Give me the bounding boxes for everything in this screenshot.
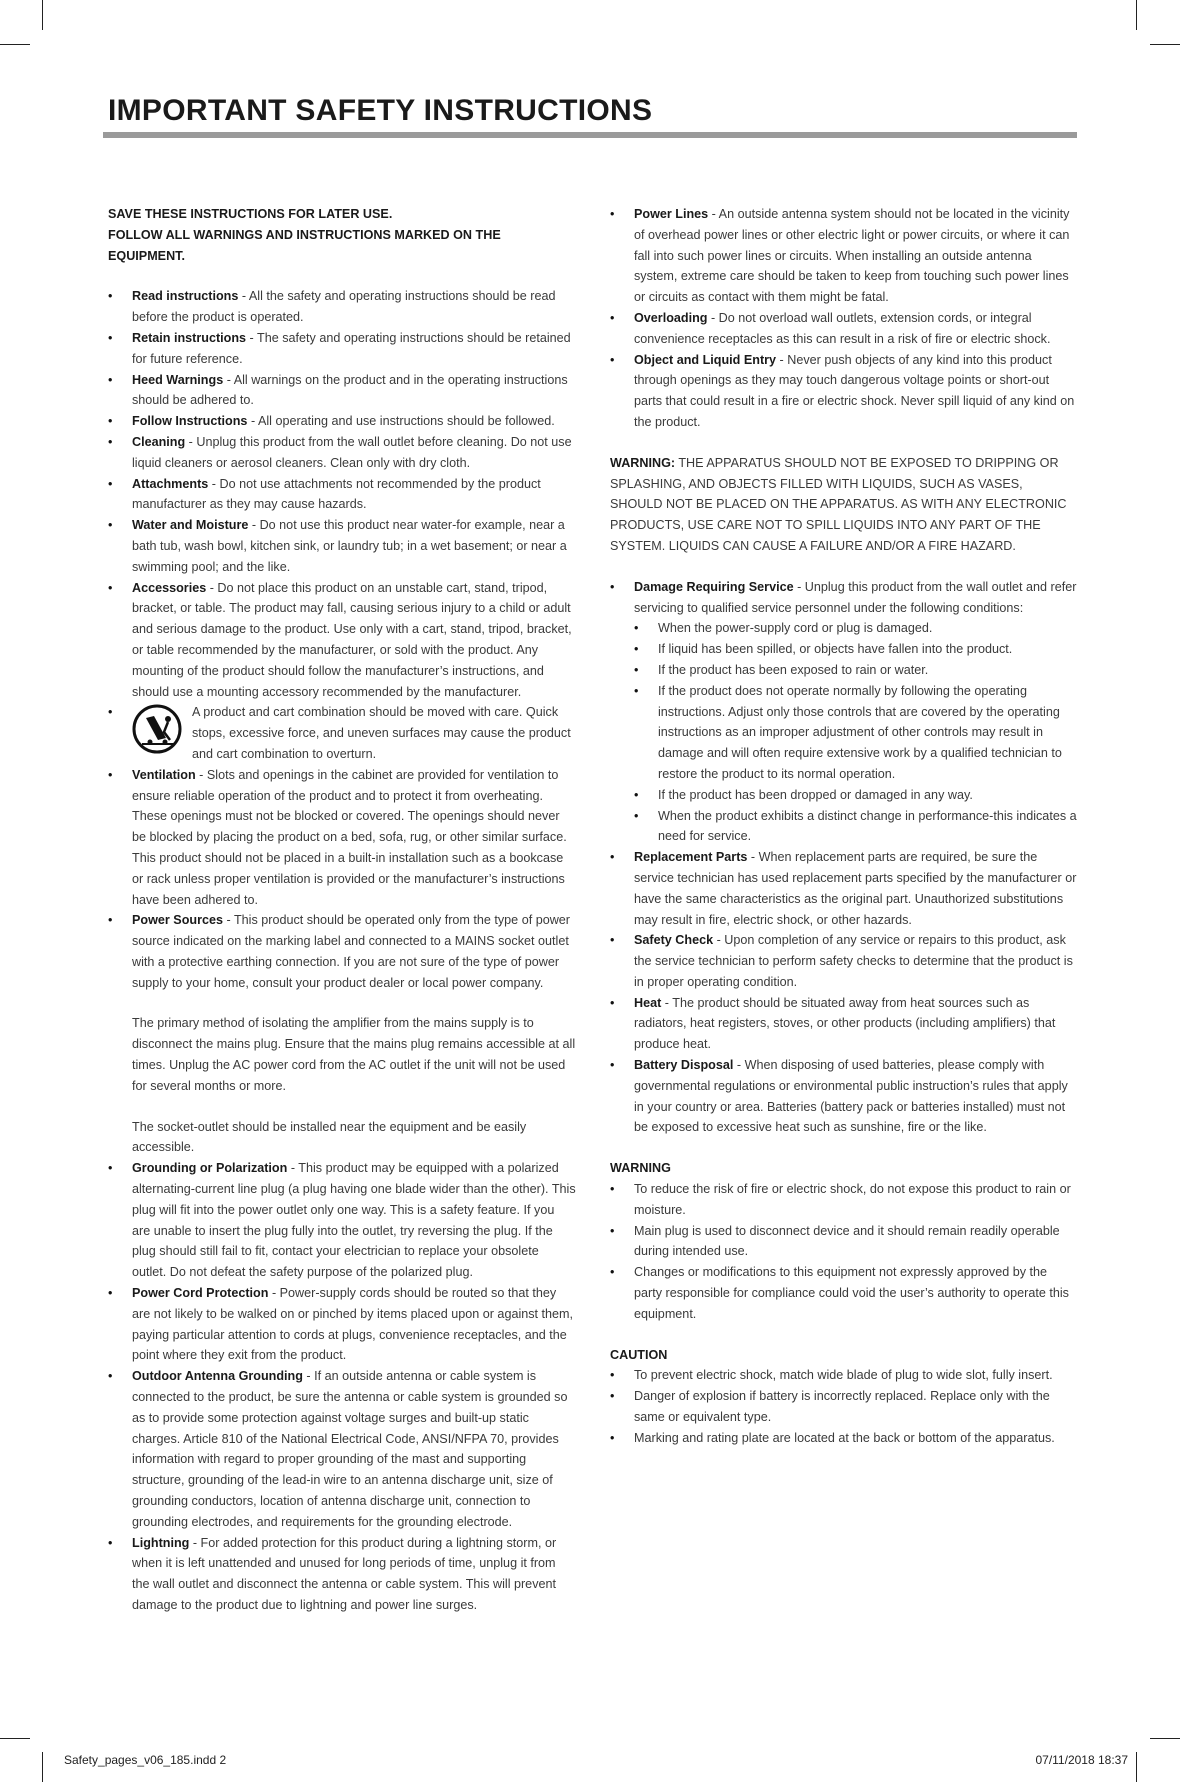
- item-label: Attachments: [132, 476, 209, 491]
- caution-heading: CAUTION: [610, 1347, 668, 1362]
- item-label: Battery Disposal: [634, 1058, 734, 1073]
- list-item: • Changes or modifications to this equipment not expressly approved by the party responsible for compliance could void the user’s authority to operate this equipment.: [610, 1262, 1078, 1324]
- item-label: Outdoor Antenna Grounding: [132, 1369, 303, 1384]
- list-item: • To reduce the risk of fire or electric shock, do not expose this product to rain or moisture.: [610, 1179, 1078, 1221]
- list-item: • Marking and rating plate are located at the back or bottom of the apparatus.: [610, 1428, 1078, 1449]
- item-text: - Unplug this product from the wall outlet before cleaning. Do not use liquid cleaners or aerosol cleaners. Clean only with dry cloth.: [132, 434, 572, 470]
- list-item: [108, 411, 576, 432]
- item-label: Cleaning: [132, 434, 186, 449]
- title-rule: [103, 132, 1077, 138]
- item-label: Heed Warnings: [132, 372, 224, 387]
- intro-line: SAVE THESE INSTRUCTIONS FOR LATER USE.: [108, 207, 393, 221]
- item-text: - All operating and use instructions should be followed.: [247, 414, 555, 429]
- list-item: [108, 370, 576, 412]
- right-column: [610, 204, 1078, 1449]
- list-item: [610, 577, 1078, 847]
- crop-mark: [1136, 1752, 1137, 1782]
- liquid-warning: [610, 453, 1078, 557]
- item-text: - Slots and openings in the cabinet are provided for ventilation to ensure reliable operation of the product and to protect it from overheating. These openings must not be blocked or covered. The openings should never be blocked by placing the product on a bed, sofa, rug, or other similar surface. This product should not be placed in a built-in installation such as a bookcase or rack unless proper ventilation is provided or the manufacturer’s instructions have been adhered to.: [132, 767, 567, 907]
- item-text: - Power-supply cords should be routed so that they are not likely to be walked on or pinched by items placed upon or against them, paying particular attention to cords at plugs, convenience receptacles, and the point where they exit from the product.: [132, 1286, 574, 1363]
- crop-mark: [42, 0, 43, 30]
- footer-timestamp: 07/11/2018 18:37: [1035, 1753, 1128, 1767]
- item-paragraph: The socket-outlet should be installed near the equipment and be easily accessible.: [132, 1119, 527, 1155]
- condition-item: • If liquid has been spilled, or objects have fallen into the product.: [634, 639, 1078, 660]
- list-item: • Danger of explosion if battery is incorrectly replaced. Replace only with the same or equivalent type.: [610, 1386, 1078, 1428]
- warning-heading: WARNING: [610, 1161, 671, 1176]
- list-item: [108, 765, 576, 911]
- item-text: - All the safety and operating instructions should be read before the product is operated.: [132, 289, 556, 325]
- condition-item: • If the product has been exposed to rain or water.: [634, 660, 1078, 681]
- list-item: [108, 578, 576, 703]
- cart-warning-text: • A product and cart combination should be moved with care. Quick stops, excessive force, and uneven surfaces may cause the product and cart combination to overturn.: [192, 705, 571, 761]
- item-text: - Upon completion of any service or repairs to this product, ask the service technician to perform safety checks to determine that the product is in proper operating condition.: [634, 933, 1073, 989]
- intro-line: FOLLOW ALL WARNINGS AND INSTRUCTIONS MARKED ON THE EQUIPMENT.: [108, 227, 501, 263]
- list-item: • Main plug is used to disconnect device and it should remain readily operable during intended use.: [610, 1221, 1078, 1263]
- list-item: [108, 910, 576, 1158]
- item-label: Retain instructions: [132, 330, 247, 345]
- item-text: - The product should be situated away from heat sources such as radiators, heat registers, stoves, or other products (including amplifiers) that produce heat.: [634, 995, 1056, 1052]
- condition-list: [634, 618, 1078, 847]
- item-label: Replacement Parts: [634, 850, 748, 865]
- list-item: [108, 1283, 576, 1366]
- item-text: - Do not place this product on an unstable cart, stand, tripod, bracket, or table. The product may fall, causing serious injury to a child or adult and serious damage to the product. Use only with a cart, stand, tripod, bracket, or table recommended by the manufacturer, or sold with the product. Any mounting of the product should follow the manufacturer’s instructions, and should use a mounting accessory recommended by the manufacturer.: [132, 580, 572, 699]
- item-label: Overloading: [634, 310, 708, 325]
- crop-mark: [0, 44, 30, 45]
- crop-mark: [1150, 44, 1180, 45]
- footer-filename: Safety_pages_v06_185.indd 2: [64, 1753, 227, 1767]
- list-item: [610, 930, 1078, 992]
- item-text: - If an outside antenna or cable system is connected to the product, be sure the antenna or cable system is grounded so as to provide some protection against voltage surges and built-up static charges. Article 810 of the National Electrical Code, ANSI/NFPA 70, provides information with regard to proper grounding of the mast and supporting structure, grounding of the lead-in wire to an antenna discharge unit, size of grounding conductors, location of antenna discharge unit, connection to grounding electrodes, and requirements for the grounding electrode.: [132, 1369, 568, 1529]
- item-label: Safety Check: [634, 933, 714, 948]
- page-title: IMPORTANT SAFETY INSTRUCTIONS: [108, 94, 653, 127]
- list-item: • To prevent electric shock, match wide blade of plug to wide slot, fully insert.: [610, 1365, 1078, 1386]
- item-label: Accessories: [132, 580, 207, 595]
- item-text: - Unplug this product from the wall outlet and refer servicing to qualified service personnel under the following conditions:: [634, 579, 1077, 615]
- list-item: [108, 432, 576, 474]
- item-text: - When replacement parts are required, be sure the service technician has used replacement parts specified by the manufacturer or have the same characteristics as the original part. Unauthorized substitutions may result in fire, electric shock, or other hazards.: [634, 850, 1077, 927]
- instruction-list: [610, 577, 1078, 1139]
- condition-item: • If the product does not operate normally by following the operating instructions. Adjust only those controls that are covered by the operating instructions as an improper adjustment of other controls may result in damage and will often require extensive work by a qualified technician to restore the product to its normal operation.: [634, 681, 1078, 785]
- item-label: Ventilation: [132, 767, 196, 782]
- item-text: - All warnings on the product and in the operating instructions should be adhered to.: [132, 372, 568, 408]
- list-item: [108, 1366, 576, 1532]
- item-label: Lightning: [132, 1535, 190, 1550]
- instruction-list: [108, 286, 576, 1615]
- crop-mark: [0, 1738, 30, 1739]
- list-item: [108, 286, 576, 328]
- item-label: Damage Requiring Service: [634, 579, 794, 594]
- list-item: [610, 308, 1078, 350]
- item-label: Water and Moisture: [132, 518, 249, 533]
- cart-warning: [132, 702, 576, 764]
- list-item: [610, 993, 1078, 1055]
- warning-label: WARNING:: [610, 455, 676, 470]
- warning-list: [610, 1179, 1078, 1325]
- intro-block: [108, 204, 576, 266]
- list-item: [108, 702, 576, 764]
- item-text: - Do not use this product near water-for example, near a bath tub, wash bowl, kitchen sink, or laundry tub; in a wet basement; or near a swimming pool; and the like.: [132, 518, 567, 574]
- item-text: - This product may be equipped with a polarized alternating-current line plug (a plug having one blade wider than the other). This plug will fit into the power outlet only one way. This is a safety feature. If you are unable to insert the plug fully into the outlet, try reversing the plug. If the plug should still fail to fit, contact your electrician to replace your obsolete outlet. Do not defeat the safety purpose of the polarized plug.: [132, 1161, 576, 1280]
- crop-mark: [42, 1752, 43, 1782]
- list-item: [108, 1533, 576, 1616]
- item-label: Grounding or Polarization: [132, 1161, 288, 1176]
- item-text: - Never push objects of any kind into this product through openings as they may touch dangerous voltage points or short-out parts that could result in a fire or electric shock. Never spill liquid of any kind on the product.: [634, 352, 1075, 429]
- list-item: [610, 847, 1078, 930]
- item-text: - Do not overload wall outlets, extension cords, or integral convenience receptacles as this can result in a risk of fire or electric shock.: [634, 310, 1051, 346]
- left-column: [108, 204, 576, 1616]
- list-item: [610, 1055, 1078, 1138]
- item-label: Heat: [634, 995, 662, 1010]
- instruction-list: [610, 204, 1078, 433]
- condition-item: • When the power-supply cord or plug is damaged.: [634, 618, 1078, 639]
- list-item: [108, 474, 576, 516]
- item-paragraph: The primary method of isolating the amplifier from the mains supply is to disconnect the mains plug. Ensure that the mains plug remains accessible at all times. Unplug the AC power cord from the AC outlet if the unit will not be used for several months or more.: [132, 1016, 576, 1093]
- list-item: [108, 1158, 576, 1283]
- condition-item: • When the product exhibits a distinct change in performance-this indicates a need for service.: [634, 806, 1078, 848]
- item-text: - Do not use attachments not recommended by the product manufacturer as they may cause hazards.: [132, 476, 541, 512]
- condition-item: • If the product has been dropped or damaged in any way.: [634, 785, 1078, 806]
- item-label: Power Cord Protection: [132, 1286, 269, 1301]
- item-text: - The safety and operating instructions should be retained for future reference.: [132, 330, 571, 366]
- item-label: Object and Liquid Entry: [634, 352, 777, 367]
- warning-text: THE APPARATUS SHOULD NOT BE EXPOSED TO DRIPPING OR SPLASHING, AND OBJECTS FILLED WITH LIQUIDS, SUCH AS VASES, SHOULD NOT BE PLACED ON THE APPARATUS. AS WITH ANY ELECTRONIC PRODUCTS, USE CARE NOT TO SPILL LIQUIDS INTO ANY PART OF THE SYSTEM. LIQUIDS CAN CAUSE A FAILURE AND/OR A FIRE HAZARD.: [610, 455, 1067, 553]
- item-text: - For added protection for this product during a lightning storm, or when it is left unattended and unused for long periods of time, unplug it from the wall outlet and disconnect the antenna or cable system. This will prevent damage to the product due to lightning and power line surges.: [132, 1535, 557, 1612]
- item-label: Read instructions: [132, 289, 239, 304]
- list-item: [610, 204, 1078, 308]
- list-item: [108, 328, 576, 370]
- list-item: [108, 515, 576, 577]
- crop-mark: [1136, 0, 1137, 30]
- cart-tip-over-warning-icon: [132, 704, 182, 754]
- item-text: - This product should be operated only from the type of power source indicated on the marking label and connected to a MAINS socket outlet with a protective earthing connection. If you are not sure of the type of power supply to your home, consult your product dealer or local power company.: [132, 913, 570, 990]
- list-item: [610, 350, 1078, 433]
- crop-mark: [1150, 1738, 1180, 1739]
- item-text: - When disposing of used batteries, please comply with governmental regulations or environmental public instruction’s rules that apply in your country or area. Batteries (battery pack or batteries installed) must not be exposed to excessive heat such as sunshine, fire or the like.: [634, 1058, 1068, 1135]
- item-text: - An outside antenna system should not be located in the vicinity of overhead power lines or other electric light or power circuits, or where it can fall into such power lines or circuits. When installing an outside antenna system, extreme care should be taken to keep from touching such power lines or circuits as contact with them might be fatal.: [634, 207, 1070, 305]
- caution-list: [610, 1365, 1078, 1448]
- item-label: Follow Instructions: [132, 414, 248, 429]
- item-label: Power Sources: [132, 913, 223, 928]
- item-label: Power Lines: [634, 207, 709, 221]
